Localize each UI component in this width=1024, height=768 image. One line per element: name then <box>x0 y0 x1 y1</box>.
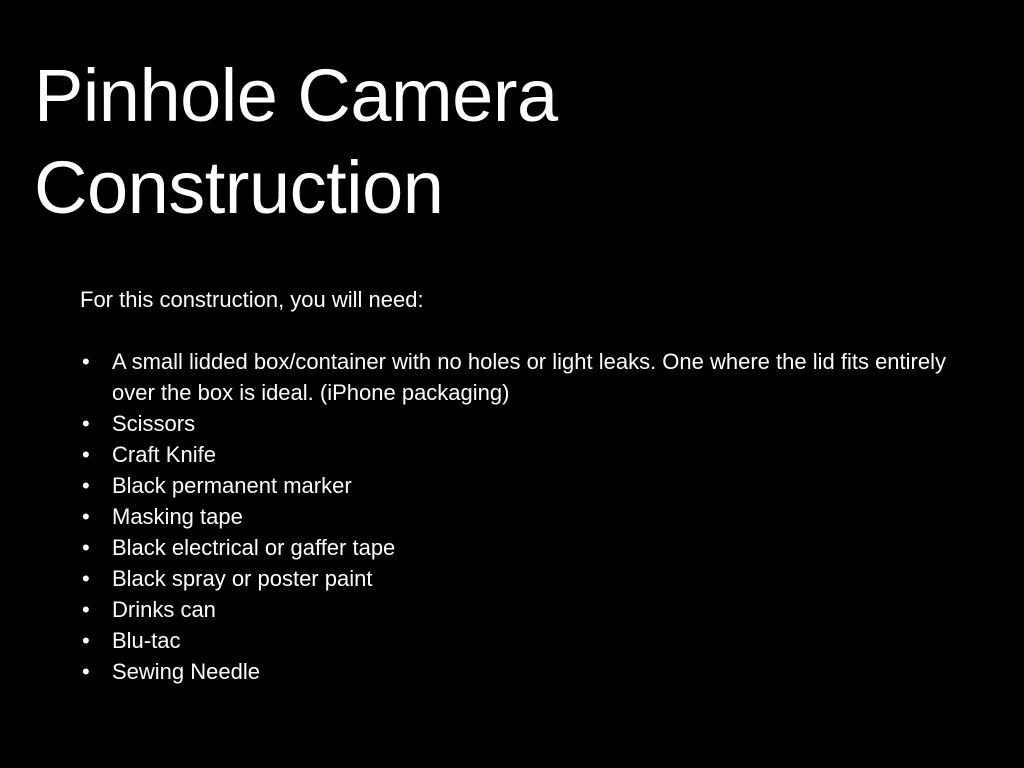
list-item-text: Black permanent marker <box>112 473 352 498</box>
list-item-text: Black electrical or gaffer tape <box>112 535 396 560</box>
bullet-icon: • <box>82 349 90 374</box>
materials-list <box>80 346 980 687</box>
bullet-icon: • <box>82 566 90 591</box>
list-item <box>80 408 980 439</box>
list-item-text: Black spray or poster paint <box>112 566 373 591</box>
list-item-text: A small lidded box/container with no holes or light leaks. One where the lid fits entirely over the box is ideal. (iPhone packaging) <box>112 349 946 405</box>
bullet-icon: • <box>82 659 90 684</box>
list-item <box>80 563 980 594</box>
bullet-icon: • <box>82 597 90 622</box>
bullet-icon: • <box>82 628 90 653</box>
list-item <box>80 656 980 687</box>
list-item <box>80 346 980 408</box>
slide-title-line-2: Construction <box>34 146 444 229</box>
list-item-text: Scissors <box>112 411 196 436</box>
intro-text: For this construction, you will need: <box>80 287 424 312</box>
bullet-icon: • <box>82 473 90 498</box>
bullet-icon: • <box>82 504 90 529</box>
slide-body <box>80 284 980 687</box>
list-item-text: Masking tape <box>112 504 243 529</box>
bullet-icon: • <box>82 442 90 467</box>
list-item-text: Blu-tac <box>112 628 181 653</box>
list-item <box>80 594 980 625</box>
list-item <box>80 501 980 532</box>
list-item-text: Drinks can <box>112 597 216 622</box>
list-item <box>80 625 980 656</box>
list-item <box>80 470 980 501</box>
list-item-text: Craft Knife <box>112 442 216 467</box>
slide-title <box>34 50 974 234</box>
bullet-icon: • <box>82 411 90 436</box>
list-item <box>80 532 980 563</box>
list-item <box>80 439 980 470</box>
bullet-icon: • <box>82 535 90 560</box>
slide-title-line-1: Pinhole Camera <box>34 54 558 137</box>
list-item-text: Sewing Needle <box>112 659 260 684</box>
